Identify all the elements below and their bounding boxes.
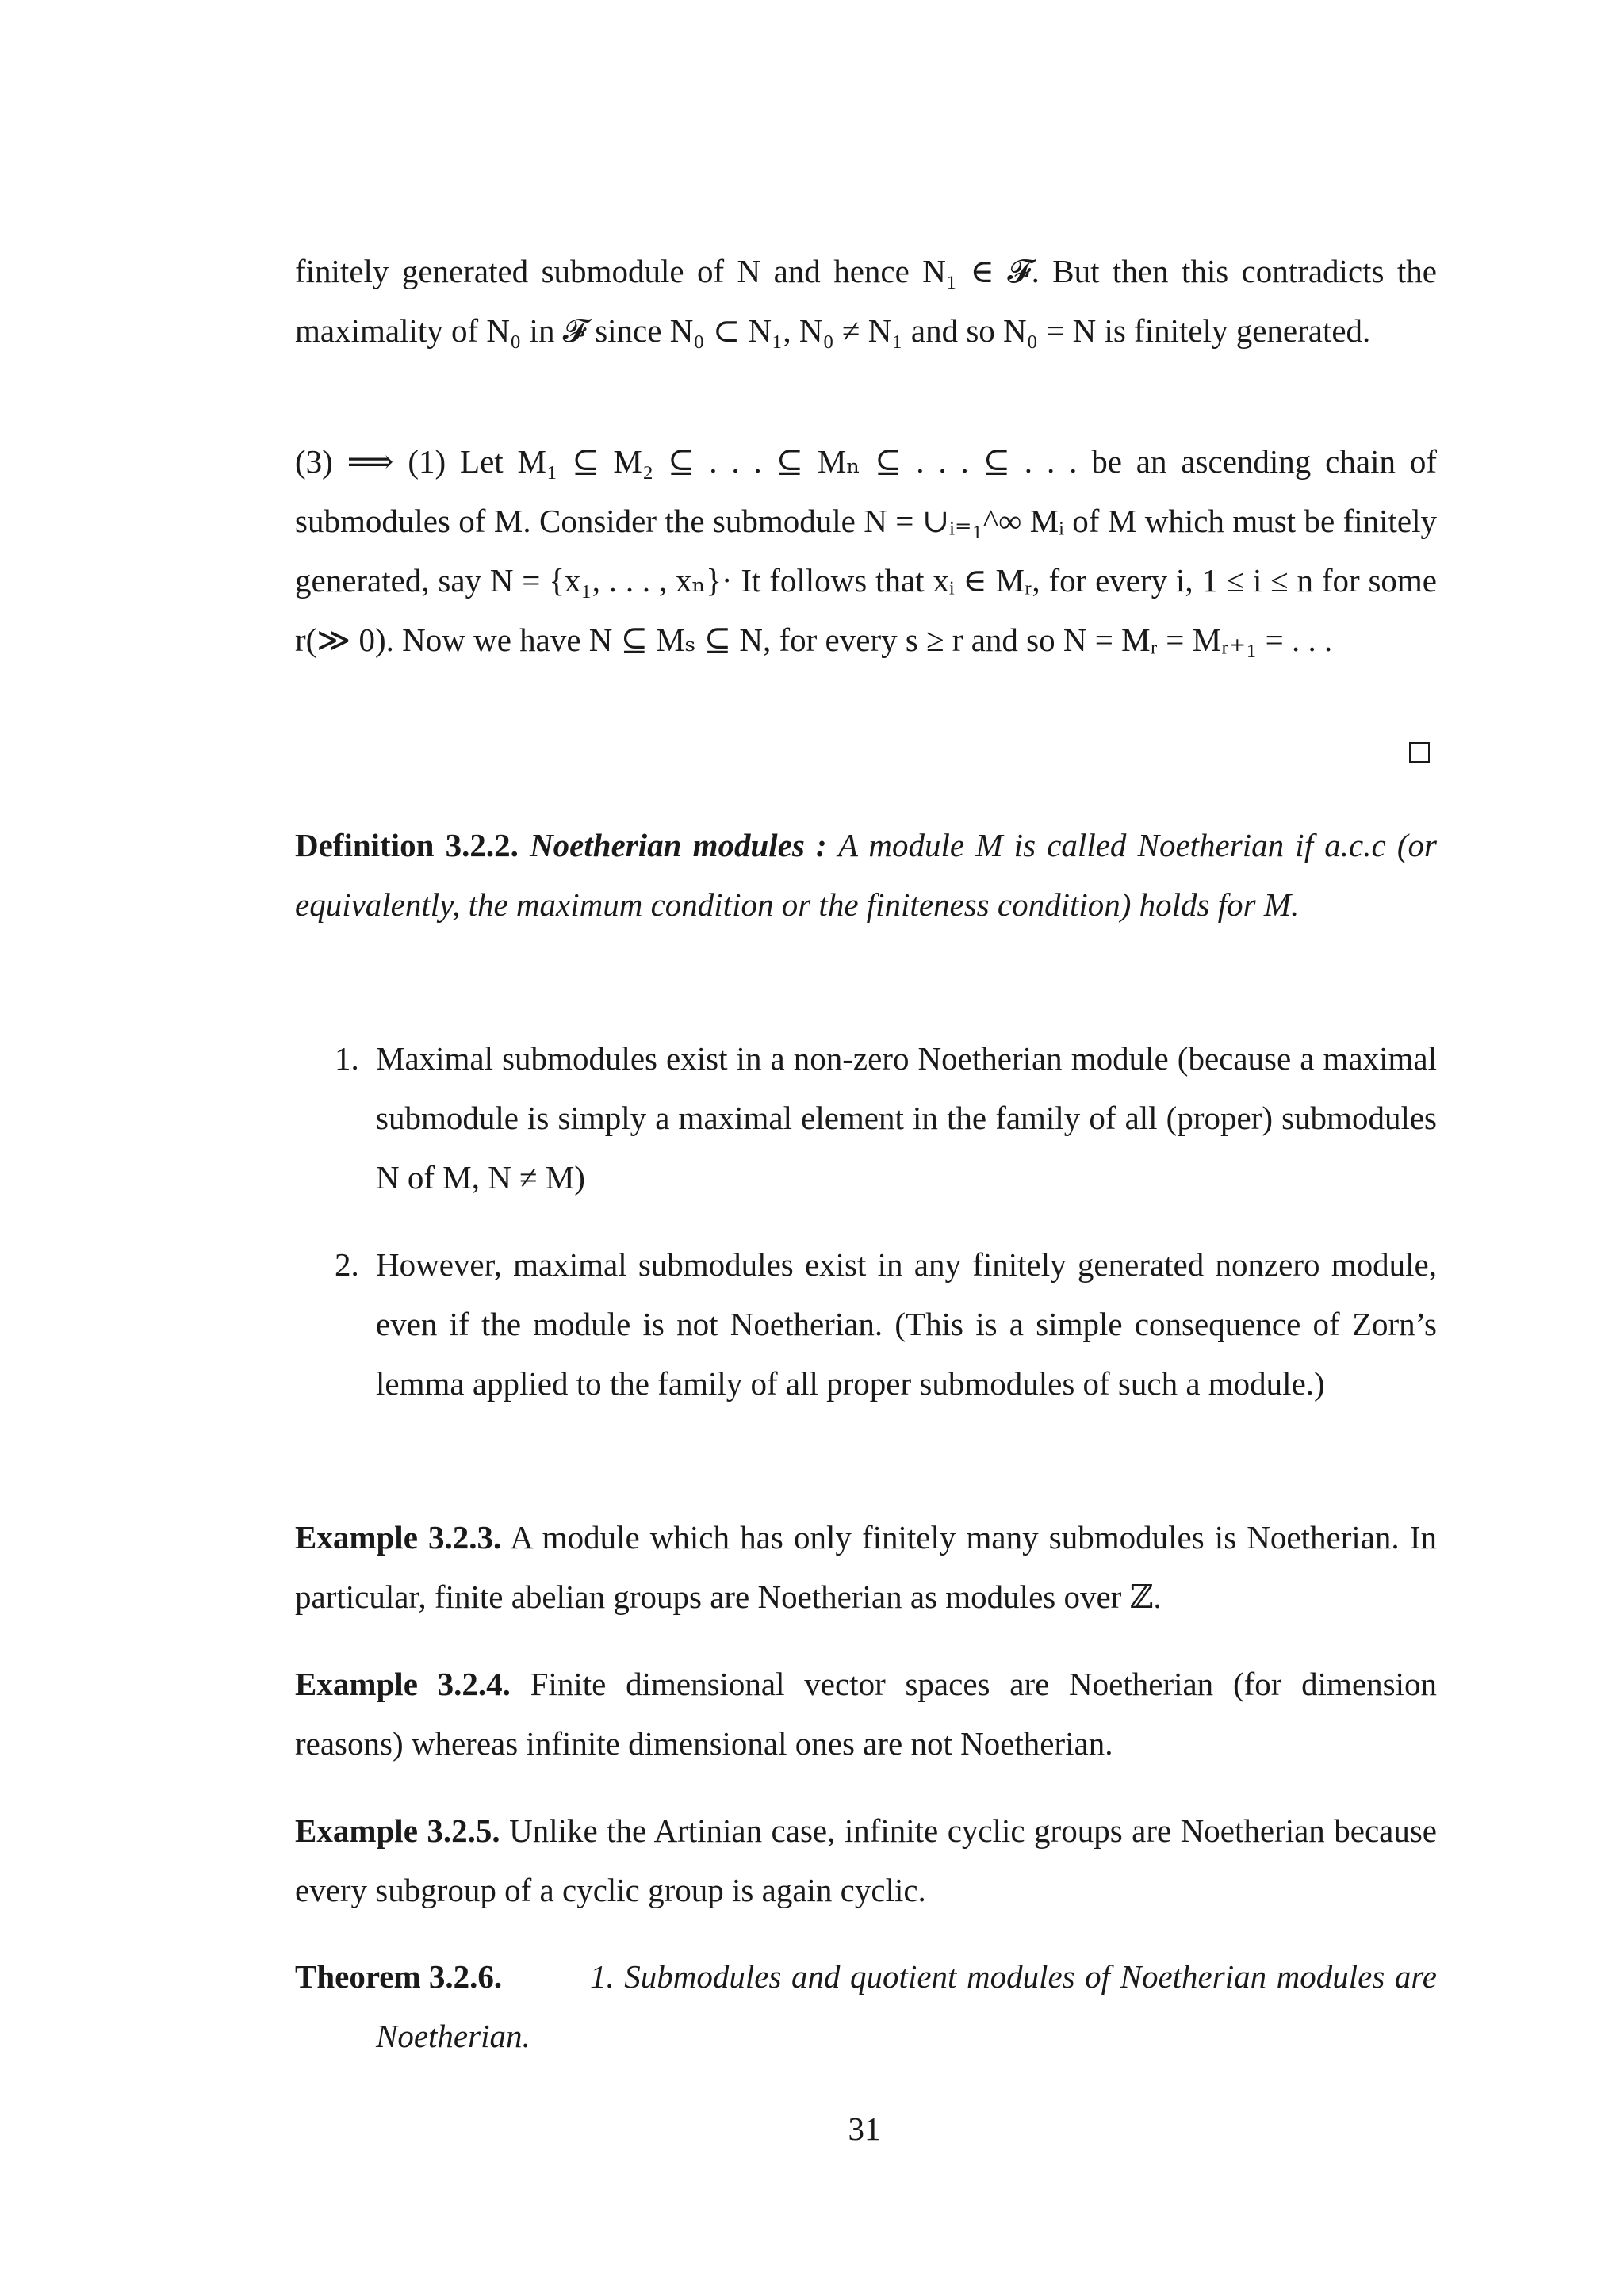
example-text: Unlike the Artinian case, infinite cyclic groups are Noetherian because every subgroup of a cyclic group is again cyclic. <box>295 1812 1437 1908</box>
proof-text-2: (3) ⟹ (1) Let M₁ ⊆ M₂ ⊆ . . . ⊆ Mₙ ⊆ . . . ⊆ . . . be an ascending chain of submodules of M. Consider the submodule N = ∪ᵢ₌₁^∞ Mᵢ of M which must be finitely generated, say N = {x₁, . . . , xₙ}· It follows that xᵢ ∈ Mᵣ, for every i, 1 ≤ i ≤ n for some r(≫ 0). Now we have N ⊆ Mₛ ⊆ N, for every s ≥ r and so N = Mᵣ = Mᵣ₊₁ = . . . <box>295 443 1437 658</box>
list-item-number: 1. <box>335 1040 359 1077</box>
list-item <box>295 1235 1437 1414</box>
proof-paragraph-1 <box>295 242 1437 361</box>
example-label: Example 3.2.4. <box>295 1666 511 1702</box>
definition-label: Definition 3.2.2. <box>295 827 519 863</box>
proof-text-1: finitely generated submodule of N and hence N₁ ∈ 𝓕. But then this contradicts the maximality of N₀ in 𝓕 since N₀ ⊂ N₁, N₀ ≠ N₁ and so N₀ = N is finitely generated. <box>295 253 1437 349</box>
theorem-body: 1. Submodules and quotient modules of Noetherian modules are Noetherian. <box>376 1958 1437 2054</box>
list-item-text: Maximal submodules exist in a non-zero Noetherian module (because a maximal submodule is simply a maximal element in the family of all (proper) submodules N of M, N ≠ M) <box>376 1040 1437 1196</box>
example-3-2-4 <box>295 1655 1437 1774</box>
theorem-label: Theorem 3.2.6. <box>295 1958 503 1995</box>
qed-symbol <box>1409 742 1430 763</box>
list-item <box>295 1029 1437 1207</box>
page-number: 31 <box>848 2110 881 2147</box>
example-3-2-5 <box>295 1801 1437 1920</box>
example-label: Example 3.2.5. <box>295 1812 500 1849</box>
remarks-list <box>295 1029 1437 1414</box>
list-item-number: 2. <box>335 1246 359 1283</box>
example-text: A module which has only finitely many submodules is Noetherian. In particular, finite abelian groups are Noetherian as modules over ℤ. <box>295 1519 1437 1615</box>
definition-body: A module M is called Noetherian if a.c.c (or equivalently, the maximum condition or the finiteness condition) holds for M. <box>295 827 1437 923</box>
definition-block <box>295 816 1437 935</box>
example-text: Finite dimensional vector spaces are Noetherian (for dimension reasons) whereas infinite dimensional ones are not Noetherian. <box>295 1666 1437 1762</box>
example-3-2-3 <box>295 1508 1437 1627</box>
example-label: Example 3.2.3. <box>295 1519 502 1556</box>
theorem-3-2-6 <box>295 1947 1437 2066</box>
proof-paragraph-2 <box>295 432 1437 670</box>
list-item-text: However, maximal submodules exist in any finitely generated nonzero module, even if the module is not Noetherian. (This is a simple consequence of Zorn’s lemma applied to the family of all proper submodules of such a module.) <box>376 1246 1437 1402</box>
definition-title: Noetherian modules : <box>530 827 827 863</box>
